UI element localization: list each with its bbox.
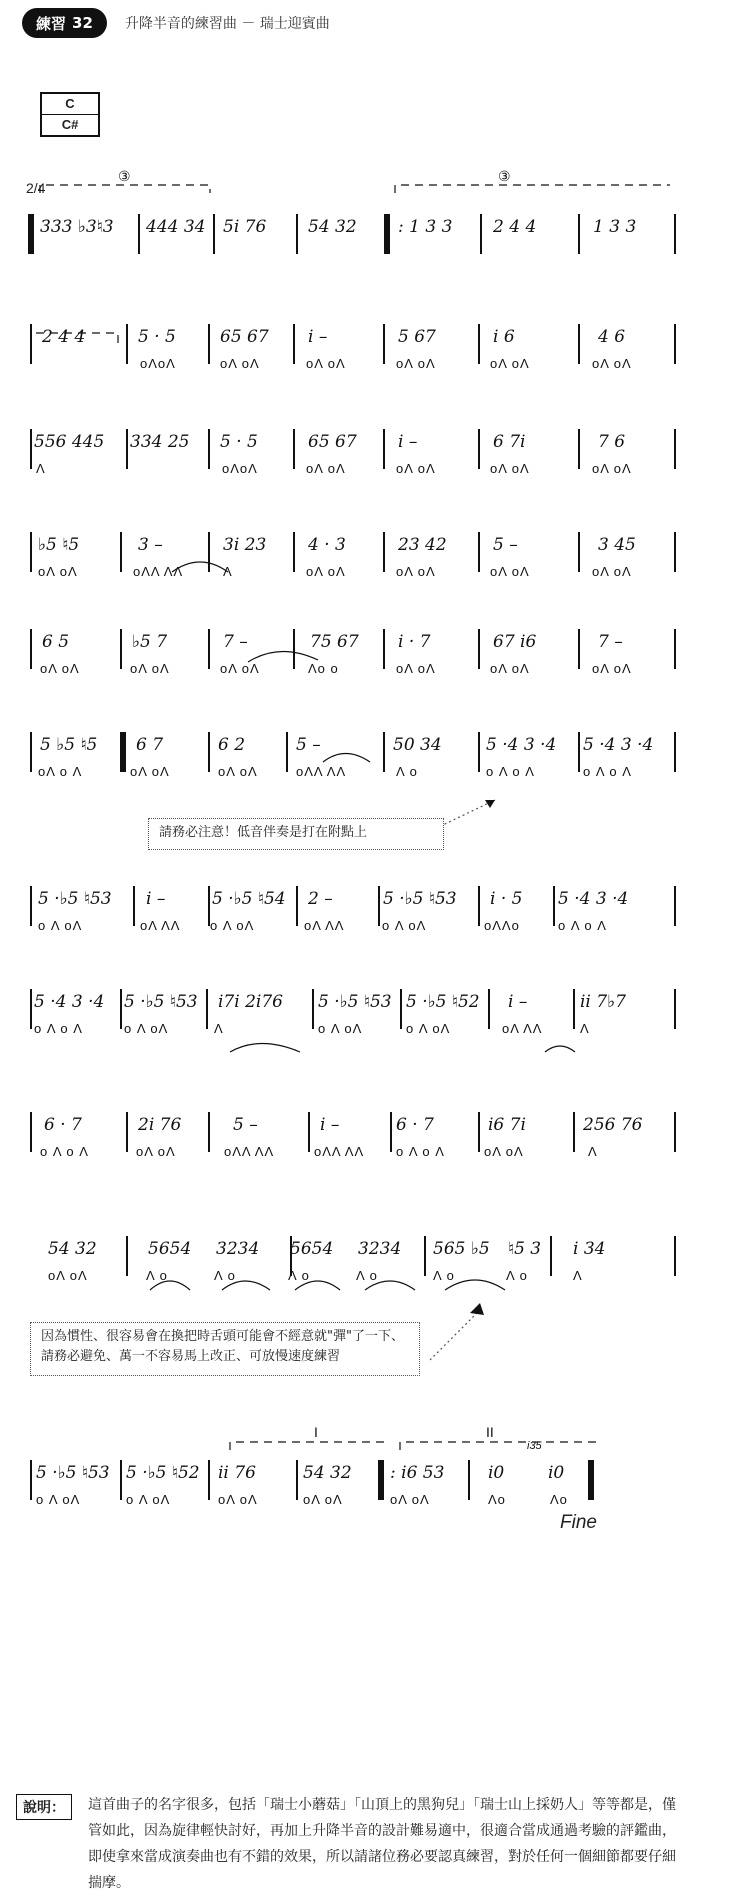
measure-notes: i0 — [548, 1463, 565, 1483]
barline — [383, 732, 385, 772]
barline — [383, 324, 385, 364]
triplet-marker: ③ — [498, 168, 511, 184]
grace-note: i35 — [527, 1440, 542, 1452]
barline — [674, 1236, 676, 1276]
measure-notes: 23 42 — [398, 535, 447, 555]
measure-notes: 5654 — [290, 1239, 334, 1259]
barline — [550, 1236, 552, 1276]
accompaniment: oΛ ΛΛ — [140, 918, 181, 933]
accompaniment: o Λ oΛ — [36, 1492, 81, 1507]
barline — [478, 429, 480, 469]
measure-notes: ii 7♭7 — [580, 992, 626, 1012]
measure-notes: 5 ·♭5 ♮53 — [38, 889, 112, 909]
accompaniment: Λ o — [396, 764, 418, 779]
measure-notes: 5 ·♭5 ♮53 — [124, 992, 198, 1012]
accompaniment: oΛ oΛ — [306, 461, 346, 476]
accompaniment: oΛ oΛ — [220, 661, 260, 676]
barline — [390, 1112, 392, 1152]
measure-notes: 4 · 3 — [308, 535, 346, 555]
measure-notes: 5654 — [148, 1239, 192, 1259]
barline — [674, 214, 676, 254]
measure-notes: 5 ·4 3 ·4 — [486, 735, 557, 755]
barline — [478, 886, 480, 926]
fine-marker: Fine — [560, 1512, 597, 1533]
barline — [293, 429, 295, 469]
accompaniment: Λ — [223, 564, 233, 579]
barline — [468, 1460, 470, 1500]
barline — [674, 324, 676, 364]
barline — [578, 214, 580, 254]
barline — [674, 1112, 676, 1152]
measure-notes: 6 7 — [136, 735, 164, 755]
accompaniment: Λ — [214, 1021, 224, 1036]
barline — [120, 532, 122, 572]
measure-notes: i – — [308, 327, 328, 347]
accompaniment: o Λ oΛ — [38, 918, 83, 933]
page-title: 升降半音的練習曲 － 瑞士迎賓曲 — [124, 16, 330, 32]
measure-notes: 565 ♭5 — [433, 1239, 490, 1259]
measure-notes: i – — [398, 432, 418, 452]
measure-notes: 2 4 4 — [493, 217, 537, 237]
barline — [478, 532, 480, 572]
measure-notes: 444 34 — [146, 217, 206, 237]
measure-notes: 54 32 — [48, 1239, 97, 1259]
barline — [553, 886, 555, 926]
accompaniment: o Λ oΛ — [382, 918, 427, 933]
score-row — [28, 625, 674, 681]
measure-notes: 334 25 — [130, 432, 190, 452]
barline — [208, 1460, 210, 1500]
accompaniment: Λ — [580, 1021, 590, 1036]
measure-notes: : i6 53 — [390, 1463, 445, 1483]
measure-notes: 50 34 — [393, 735, 442, 755]
accompaniment: oΛ oΛ — [396, 356, 436, 371]
measure-notes: 6 2 — [218, 735, 246, 755]
barline — [578, 629, 580, 669]
accompaniment: oΛ oΛ — [220, 356, 260, 371]
measure-notes: 4 6 — [598, 327, 626, 347]
accompaniment: oΛ oΛ — [48, 1268, 88, 1283]
bass-note-callout: 請務必注意！低音伴奏是打在附點上 — [148, 818, 444, 850]
accompaniment: o Λ oΛ — [406, 1021, 451, 1036]
measure-notes: 3234 — [216, 1239, 260, 1259]
accompaniment: oΛΛo — [484, 918, 520, 933]
measure-notes: 256 76 — [583, 1115, 643, 1135]
accompaniment: Λ o — [506, 1268, 528, 1283]
accompaniment: oΛ oΛ — [306, 356, 346, 371]
accompaniment: oΛoΛ — [140, 356, 176, 371]
measure-notes: 5 ·♭5 ♮53 — [36, 1463, 110, 1483]
accompaniment: oΛ oΛ — [490, 564, 530, 579]
measure-notes: 5 · 5 — [138, 327, 176, 347]
measure-notes: 5 ·♭5 ♮53 — [318, 992, 392, 1012]
measure-notes: ♮5 3 — [508, 1239, 542, 1259]
accompaniment: o Λ oΛ — [210, 918, 255, 933]
measure-notes: 5 67 — [398, 327, 436, 347]
accompaniment: oΛΛ ΛΛ — [224, 1144, 275, 1159]
accompaniment: Λ o — [214, 1268, 236, 1283]
barline — [120, 629, 122, 669]
accompaniment: oΛ oΛ — [490, 661, 530, 676]
accompaniment: oΛ oΛ — [592, 564, 632, 579]
barline — [296, 886, 298, 926]
triplet-marker: ③ — [118, 168, 131, 184]
measure-notes: 5 ·♭5 ♮54 — [212, 889, 286, 909]
barline — [383, 532, 385, 572]
measure-notes: i – — [146, 889, 166, 909]
barline — [674, 429, 676, 469]
accompaniment: Λo — [550, 1492, 568, 1507]
accompaniment: Λ o — [356, 1268, 378, 1283]
measure-notes: 5 ·4 3 ·4 — [583, 735, 654, 755]
accompaniment: o Λ o Λ — [396, 1144, 445, 1159]
barline — [478, 324, 480, 364]
accompaniment: Λ o — [433, 1268, 455, 1283]
accompaniment: oΛ oΛ — [130, 764, 170, 779]
accompaniment: oΛ o Λ — [38, 764, 83, 779]
barline — [293, 629, 295, 669]
measure-notes: 5 ·♭5 ♮53 — [383, 889, 457, 909]
accompaniment: oΛ oΛ — [592, 356, 632, 371]
barline — [588, 1460, 594, 1500]
accompaniment: oΛ oΛ — [490, 356, 530, 371]
barline — [30, 429, 32, 469]
barline — [208, 429, 210, 469]
barline — [573, 989, 575, 1029]
barline — [208, 732, 210, 772]
accompaniment: o Λ o Λ — [34, 1021, 83, 1036]
measure-notes: 5 – — [233, 1115, 258, 1135]
accompaniment: oΛ oΛ — [38, 564, 78, 579]
badge-number: 32 — [72, 14, 93, 32]
measure-notes: 5 ·4 3 ·4 — [558, 889, 629, 909]
barline — [30, 732, 32, 772]
measure-notes: 5 – — [296, 735, 321, 755]
accompaniment: Λo — [488, 1492, 506, 1507]
barline — [30, 532, 32, 572]
accompaniment: o Λ oΛ — [318, 1021, 363, 1036]
measure-notes: 54 32 — [308, 217, 357, 237]
measure-notes: 3i 23 — [223, 535, 267, 555]
key-sharp: C# — [61, 117, 79, 132]
measure-notes: i7i 2i76 — [218, 992, 283, 1012]
barline — [400, 989, 402, 1029]
measure-notes: i 6 — [493, 327, 515, 347]
score-row — [28, 1232, 674, 1288]
barline — [208, 324, 210, 364]
barline — [578, 324, 580, 364]
accompaniment: oΛ oΛ — [136, 1144, 176, 1159]
barline — [208, 629, 210, 669]
barline — [30, 1460, 32, 1500]
score-row — [28, 528, 674, 584]
measure-notes: 5 ·♭5 ♮52 — [126, 1463, 200, 1483]
accompaniment: oΛΛ ΛΛ — [133, 564, 184, 579]
accompaniment: oΛ oΛ — [396, 461, 436, 476]
accompaniment: oΛ oΛ — [390, 1492, 430, 1507]
accompaniment: oΛ oΛ — [306, 564, 346, 579]
barline — [578, 429, 580, 469]
barline — [30, 989, 32, 1029]
score-row — [28, 425, 674, 481]
score-row — [28, 1108, 674, 1164]
measure-notes: ♭5 7 — [132, 632, 168, 652]
barline — [133, 886, 135, 926]
accompaniment: oΛ oΛ — [40, 661, 80, 676]
accompaniment: oΛ oΛ — [484, 1144, 524, 1159]
measure-notes: 3 45 — [598, 535, 636, 555]
measure-notes: 65 67 — [220, 327, 269, 347]
accompaniment: oΛ oΛ — [396, 564, 436, 579]
barline — [28, 214, 34, 254]
barline — [30, 324, 32, 364]
measure-notes: i · 7 — [398, 632, 431, 652]
barline — [120, 732, 126, 772]
accompaniment: Λ — [36, 461, 46, 476]
barline — [308, 1112, 310, 1152]
barline — [208, 532, 210, 572]
barline — [296, 214, 298, 254]
barline — [312, 989, 314, 1029]
barline — [286, 732, 288, 772]
barline — [126, 429, 128, 469]
measure-notes: 65 67 — [308, 432, 357, 452]
barline — [30, 1112, 32, 1152]
barline — [293, 324, 295, 364]
measure-notes: 7 – — [598, 632, 623, 652]
measure-notes: i – — [508, 992, 528, 1012]
measure-notes: 2i 76 — [138, 1115, 182, 1135]
accompaniment: oΛ oΛ — [592, 461, 632, 476]
measure-notes: ii 76 — [218, 1463, 256, 1483]
accompaniment: oΛ oΛ — [130, 661, 170, 676]
barline — [296, 1460, 298, 1500]
barline — [674, 732, 676, 772]
measure-notes: i6 7i — [488, 1115, 526, 1135]
barline — [478, 732, 480, 772]
measure-notes: 556 445 — [34, 432, 105, 452]
score-row — [28, 728, 674, 784]
barline — [480, 214, 482, 254]
barline — [578, 532, 580, 572]
barline — [383, 429, 385, 469]
barline — [578, 732, 580, 772]
barline — [384, 214, 390, 254]
accompaniment: oΛoΛ — [222, 461, 258, 476]
accompaniment: oΛ oΛ — [218, 1492, 258, 1507]
barline — [293, 532, 295, 572]
badge-label: 練習 — [36, 14, 67, 33]
barline — [378, 886, 380, 926]
measure-notes: 6 · 7 — [396, 1115, 434, 1135]
measure-notes: 6 7i — [493, 432, 526, 452]
explanation-label: 說明： — [16, 1794, 72, 1820]
key-natural: C — [42, 94, 98, 115]
score-row — [28, 1456, 674, 1512]
habit-note-callout: 因為慣性、很容易會在換把時舌頭可能會不經意就"彈"了一下、請務必避免、萬一不容易馬上改正、可放慢速度練習 — [30, 1322, 420, 1376]
accompaniment: oΛΛ ΛΛ — [314, 1144, 365, 1159]
barline — [126, 1236, 128, 1276]
barline — [573, 1112, 575, 1152]
barline — [120, 989, 122, 1029]
barline — [674, 989, 676, 1029]
explanation-text: 這首曲子的名字很多，包括「瑞士小蘑菇」「山頂上的黑狗兒」「瑞士山上採奶人」等等都是，僅管如此，因為旋律輕快討好，再加上升降半音的設計難易適中，很適合當成通過考驗的評鑑曲，即使拿來當成演奏曲也有不錯的效果，所以請諸位務必要認真練習，對於任何一個細節都要仔細揣摩。 — [88, 1797, 676, 1891]
score-row — [28, 985, 674, 1041]
barline — [206, 989, 208, 1029]
barline — [383, 629, 385, 669]
accompaniment: oΛΛ ΛΛ — [296, 764, 347, 779]
barline — [478, 629, 480, 669]
accompaniment: o Λ oΛ — [124, 1021, 169, 1036]
measure-notes: 5 · 5 — [220, 432, 258, 452]
accompaniment: o Λ o Λ — [583, 764, 632, 779]
barline — [126, 324, 128, 364]
barline — [213, 214, 215, 254]
accompaniment: Λ o — [288, 1268, 310, 1283]
measure-notes: 5 ♭5 ♮5 — [40, 735, 98, 755]
accompaniment: oΛ ΛΛ — [502, 1021, 543, 1036]
volta-2-marker: II — [486, 1424, 494, 1440]
accompaniment: oΛ oΛ — [592, 661, 632, 676]
measure-notes: 7 6 — [598, 432, 626, 452]
barline — [208, 1112, 210, 1152]
measure-notes: 333 ♭3♮3 — [40, 217, 114, 237]
measure-notes: i · 5 — [490, 889, 523, 909]
accompaniment: o Λ o Λ — [558, 918, 607, 933]
measure-notes: 2 – — [308, 889, 333, 909]
measure-notes: i0 — [488, 1463, 505, 1483]
score-row — [28, 320, 674, 376]
accompaniment: oΛ oΛ — [490, 461, 530, 476]
barline — [30, 629, 32, 669]
measure-notes: 2 4 4 — [42, 327, 86, 347]
barline — [138, 214, 140, 254]
barline — [424, 1236, 426, 1276]
barline — [378, 1460, 384, 1500]
measure-notes: 3234 — [358, 1239, 402, 1259]
measure-notes: i – — [320, 1115, 340, 1135]
measure-notes: 6 5 — [42, 632, 70, 652]
measure-notes: 7 – — [223, 632, 248, 652]
measure-notes: 5i 76 — [223, 217, 267, 237]
measure-notes: 54 32 — [303, 1463, 352, 1483]
barline — [488, 989, 490, 1029]
time-signature: 2/4 — [26, 180, 46, 196]
accompaniment: oΛ ΛΛ — [304, 918, 345, 933]
measure-notes: 5 ·4 3 ·4 — [34, 992, 105, 1012]
measure-notes: 1 3 3 — [593, 217, 637, 237]
measure-notes: 5 ·♭5 ♮52 — [406, 992, 480, 1012]
score-row — [28, 882, 674, 938]
accompaniment: oΛ oΛ — [218, 764, 258, 779]
barline — [30, 886, 32, 926]
accompaniment: Λ o — [146, 1268, 168, 1283]
accompaniment: Λ — [588, 1144, 598, 1159]
barline — [126, 1112, 128, 1152]
measure-notes: : 1 3 3 — [398, 217, 453, 237]
accompaniment: Λ — [573, 1268, 583, 1283]
accompaniment: o Λ o Λ — [40, 1144, 89, 1159]
measure-notes: 75 67 — [310, 632, 359, 652]
measure-notes: 67 i6 — [493, 632, 537, 652]
barline — [674, 886, 676, 926]
measure-notes: i 34 — [573, 1239, 606, 1259]
accompaniment: oΛ oΛ — [303, 1492, 343, 1507]
accompaniment: o Λ oΛ — [126, 1492, 171, 1507]
barline — [120, 1460, 122, 1500]
measure-notes: 5 – — [493, 535, 518, 555]
accompaniment: oΛ oΛ — [396, 661, 436, 676]
measure-notes: ♭5 ♮5 — [38, 535, 80, 555]
barline — [478, 1112, 480, 1152]
barline — [674, 629, 676, 669]
volta-1-marker: I — [314, 1424, 318, 1440]
measure-notes: 3 – — [138, 535, 163, 555]
measure-notes: 6 · 7 — [44, 1115, 82, 1135]
barline — [674, 532, 676, 572]
score-row — [28, 210, 674, 266]
accompaniment: o Λ o Λ — [486, 764, 535, 779]
accompaniment: Λo o — [308, 661, 339, 676]
